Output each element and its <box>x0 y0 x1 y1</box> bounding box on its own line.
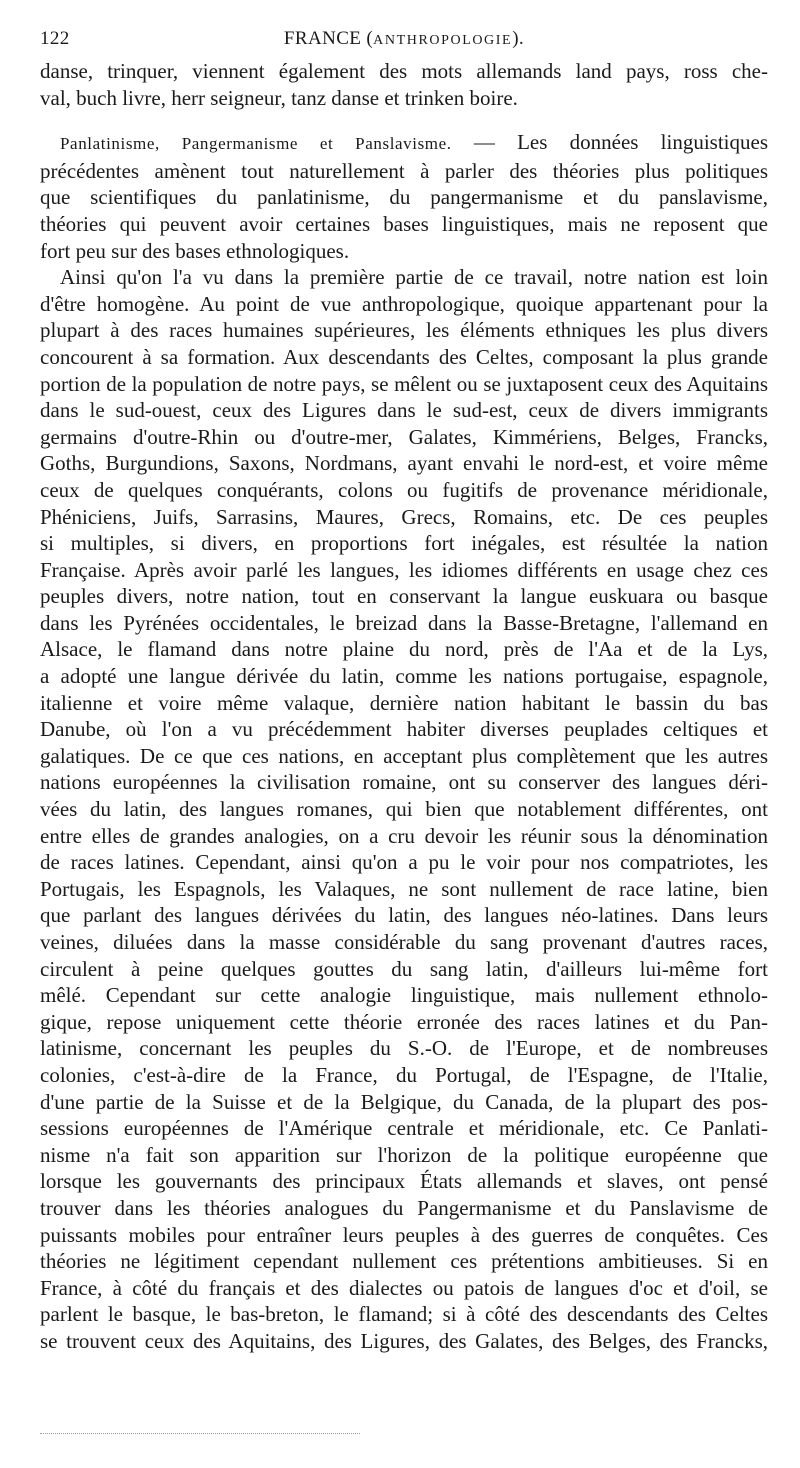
text-line: théories ne légitiment cependant nullement ces prétentions ambitieuses. Si en <box>40 1249 768 1274</box>
text-line: entre elles de grandes analogies, on a cru devoir les réunir sous la dénomination <box>40 823 768 848</box>
text-line: de races latines. Cependant, ainsi qu'on a pu le voir pour nos compatriotes, les <box>40 850 768 875</box>
text-line: circulent à peine quelques gouttes du sang latin, d'ailleurs lui-même fort <box>40 956 768 981</box>
text-line: mêlé. Cependant sur cette analogie linguistique, mais nullement ethnolo- <box>40 983 768 1008</box>
text-line: ceux de quelques conquérants, colons ou fugitifs de provenance méridionale, <box>40 477 768 502</box>
text-line: a adopté une langue dérivée du latin, comme les nations portugaise, espagnole, <box>40 664 768 689</box>
page <box>40 28 768 1355</box>
text-line: vées du latin, des langues romanes, qui bien que notablement différentes, ont <box>40 797 768 822</box>
text-line: précédentes amènent tout naturellement à parler des théories plus politiques <box>40 158 768 183</box>
text-line: germains d'outre-Rhin ou d'outre-mer, Galates, Kimmériens, Belges, Francks, <box>40 424 768 449</box>
text-line: danse, trinquer, viennent également des mots allemands land pays, ross che- <box>40 59 768 83</box>
text-line: puissants mobiles pour entraîner leurs peuples à des guerres de conquêtes. Ces <box>40 1222 768 1247</box>
text-line: latinisme, concernant les peuples du S.-O. de l'Europe, et de nombreuses <box>40 1036 768 1061</box>
running-header <box>40 28 768 58</box>
section-heading: Panlatinisme, Pangermanisme et Panslavisme. <box>60 134 452 154</box>
text-line: si multiples, si divers, en proportions fort inégales, est résultée la nation <box>40 531 768 556</box>
main-paragraph <box>40 264 768 1354</box>
text-line: parlent le basque, le bas-breton, le flamand; si à côté des descendants des Celtes <box>40 1302 768 1327</box>
section-first-line <box>40 129 768 158</box>
text-line: peuples divers, notre nation, tout en conservant la langue euskuara ou basque <box>40 584 768 609</box>
text-line: dans les Pyrénées occidentales, le breizad dans la Basse-Bretagne, l'allemand en <box>40 610 768 635</box>
text-line: nations européennes la civilisation romaine, ont su conserver des langues déri- <box>40 770 768 795</box>
text-line: Phéniciens, Juifs, Sarrasins, Maures, Grecs, Romains, etc. De ces peuples <box>40 504 768 529</box>
text-line: se trouvent ceux des Aquitains, des Ligures, des Galates, des Belges, des Francks, <box>40 1328 768 1353</box>
text-line: veines, diluées dans la masse considérable du sang provenant d'autres races, <box>40 930 768 954</box>
text-line: trouver dans les théories analogues du Pangermanisme et du Panslavisme de <box>40 1195 768 1220</box>
page-body <box>40 58 768 1355</box>
text-line: Alsace, le flamand dans notre plaine du nord, près de l'Aa et de la Lys, <box>40 637 768 662</box>
footer-rule <box>40 1433 360 1434</box>
text-line: d'être homogène. Au point de vue anthropologique, quoique appartenant pour la <box>40 291 768 316</box>
text-line: Goths, Burgundions, Saxons, Nordmans, ayant envahi le nord-est, et voire même <box>40 451 768 476</box>
running-title-main: FRANCE <box>283 28 362 49</box>
running-title-close: ). <box>512 28 525 49</box>
text-line: galatiques. De ce que ces nations, en acceptant plus complètement que les autres <box>40 743 768 768</box>
text-line: nisme n'a fait son apparition sur l'horizon de la politique européenne que <box>40 1142 768 1167</box>
running-title-open: ( <box>361 28 374 49</box>
text-line: colonies, c'est-à-dire de la France, du Portugal, de l'Espagne, de l'Italie, <box>40 1062 768 1087</box>
text-line: que scientifiques du panlatinisme, du pangermanisme et du panslavisme, <box>40 185 768 210</box>
text-line: concourent à sa formation. Aux descendants des Celtes, composant la plus grande <box>40 344 768 369</box>
intro-paragraph <box>40 58 768 111</box>
text-line: Danube, où l'on a vu précédemment habiter diverses peuplades celtiques et <box>40 717 768 742</box>
text-line: que parlant des langues dérivées du latin, des langues néo-latines. Dans leurs <box>40 903 768 928</box>
text-line: sessions européennes de l'Amérique centrale et méridionale, etc. Ce Panlati- <box>40 1116 768 1141</box>
text-line: dans le sud-ouest, ceux des Ligures dans le sud-est, ceux de divers immigrants <box>40 398 768 423</box>
section-gap <box>40 111 768 129</box>
running-title-sub: ANTHROPOLOGIE <box>373 33 513 48</box>
page-number: 122 <box>40 28 70 49</box>
text-line: portion de la population de notre pays, se mêlent ou se juxtaposent ceux des Aquitains <box>40 371 768 396</box>
text-line: lorsque les gouvernants des principaux États allemands et slaves, ont pensé <box>40 1169 768 1194</box>
text-line: théories qui peuvent avoir certaines bases linguistiques, mais ne reposent que <box>40 211 768 236</box>
running-title <box>40 28 768 50</box>
section-paragraph <box>40 129 768 264</box>
text-line: plupart à des races humaines supérieures, les éléments ethniques les plus divers <box>40 318 768 343</box>
section-heading-rest: — Les données linguistiques <box>451 130 768 155</box>
text-line: fort peu sur des bases ethnologiques. <box>40 238 350 263</box>
text-line: val, buch livre, herr seigneur, tanz danse et trinken boire. <box>40 85 518 110</box>
text-line: gique, repose uniquement cette théorie erronée des races latines et du Pan- <box>40 1009 768 1034</box>
text-line: Française. Après avoir parlé les langues, les idiomes différents en usage chez ces <box>40 557 768 582</box>
text-line: d'une partie de la Suisse et de la Belgique, du Canada, de la plupart des pos- <box>40 1089 768 1114</box>
text-line: France, à côté du français et des dialectes ou patois de langues d'oc et d'oil, se <box>40 1275 768 1300</box>
text-line: italienne et voire même valaque, dernière nation habitant le bassin du bas <box>40 690 768 715</box>
text-line: Ainsi qu'on l'a vu dans la première partie de ce travail, notre nation est loin <box>60 265 768 290</box>
text-line: Portugais, les Espagnols, les Valaques, ne sont nullement de race latine, bien <box>40 876 768 901</box>
